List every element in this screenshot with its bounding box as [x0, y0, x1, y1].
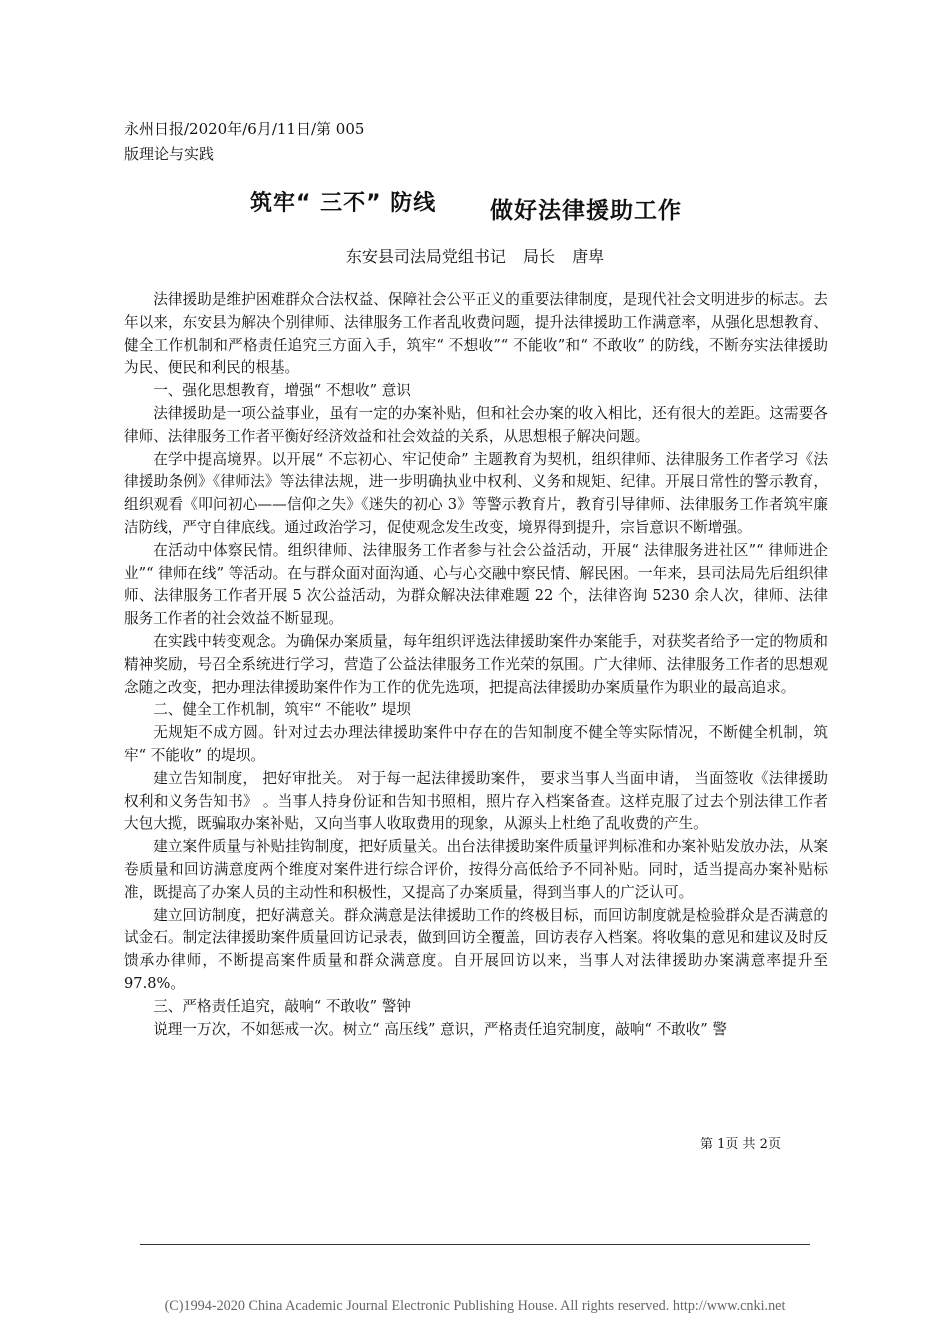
source-citation — [124, 117, 424, 167]
article-body — [124, 289, 828, 1041]
paragraph: 建立告知制度， 把好审批关。 对于每一起法律援助案件， 要求当事人当面申请， 当面签收《法律援助权利和义务告知书》 。当事人持身份证和告知书照相，照片存入档案备查。这样克服了过去个别法律工作者大包大揽，既骗取办案补贴，又向当事人收取费用的现象，从源头上杜绝了乱收费的产生。 — [124, 769, 828, 833]
paragraph: 在实践中转变观念。为确保办案质量，每年组织评选法律援助案件办案能手，对获奖者给予一定的物质和精神奖励，号召全系统进行学习，营造了公益法律服务工作光荣的氛围。广大律师、法律服务工作者的思想观念随之改变，把办理法律援助案件作为工作的优先选项，把提高法律援助办案质量作为职业的最高追求。 — [124, 632, 828, 696]
paragraph: 法律援助是维护困难群众合法权益、保障社会公平正义的重要法律制度，是现代社会文明进步的标志。去年以来，东安县为解决个别律师、法律服务工作者乱收费问题，提升法律援助工作满意率，从强化思想教育、健全工作机制和严格责任追究三方面入手，筑牢“ 不想收”“ 不能收”和“ 不敢收” 的防线，不断夯实法律援助为民、便民和利民的根基。 — [124, 291, 828, 377]
article-title — [0, 186, 950, 224]
section-heading: 三、严格责任追究，敲响“ 不敢收” 警钟 — [153, 997, 411, 1015]
copyright-notice: (C)1994-2020 China Academic Journal Electronic Publishing House. All rights reserved. http://www.cnki.net — [164, 1298, 786, 1314]
page-number: 第 1页 共 2页 — [700, 1137, 781, 1152]
source-line-2: 版理论与实践 — [124, 145, 215, 163]
section-heading: 二、健全工作机制，筑牢“ 不能收” 堤坝 — [153, 701, 411, 719]
title-part-2: 做好法律援助工作 — [490, 198, 682, 224]
article-author: 东安县司法局党组书记 局长 唐卑 — [345, 247, 605, 266]
footer-divider — [140, 1244, 810, 1245]
paragraph: 在活动中体察民情。组织律师、法律服务工作者参与社会公益活动，开展“ 法律服务进社区”“ 律师进企业”“ 律师在线” 等活动。在与群众面对面沟通、心与心交融中察民情、解民困。一年来，县司法局先后组织律师、法律服务工作者开展 5 次公益活动，为群众解决法律难题 22 个，法律咨询 5230 余人次，律师、法律服务工作者的社会效益不断显现。 — [124, 541, 828, 628]
paragraph: 建立回访制度，把好满意关。群众满意是法律援助工作的终极目标，而回访制度就是检验群众是否满意的试金石。制定法律援助案件质量回访记录表，做到回访全覆盖，回访表存入档案。将收集的意见和建议及时反馈承办律师，不断提高案件质量和群众满意度。自开展回访以来，当事人对法律援助办案满意率提升至 97.8%。 — [124, 906, 828, 992]
source-line-1: 永州日报/2020年/6月/11日/第 005 — [124, 120, 365, 138]
paragraph: 法律援助是一项公益事业，虽有一定的办案补贴，但和社会办案的收入相比，还有很大的差距。这需要各律师、法律服务工作者平衡好经济效益和社会效益的关系，从思想根子解决问题。 — [124, 404, 828, 445]
paragraph: 无规矩不成方圆。针对过去办理法律援助案件中存在的告知制度不健全等实际情况，不断健全机制，筑牢“ 不能收” 的堤坝。 — [124, 724, 828, 764]
paragraph: 说理一万次，不如惩戒一次。树立“ 高压线” 意识，严格责任追究制度，敲响“ 不敢收” 警 — [153, 1020, 727, 1038]
paragraph: 在学中提高境界。以开展“ 不忘初心、牢记使命” 主题教育为契机，组织律师、法律服务工作者学习《法律援助条例》《律师法》等法律法规，进一步明确执业中权利、义务和规矩、纪律。开展日常性的警示教育，组织观看《叩问初心——信仰之失》《迷失的初心 3》等警示教育片，教育引导律师、法律服务工作者筑牢廉洁防线，严守自律底线。通过政治学习，促使观念发生改变，境界得到提升，宗旨意识不断增强。 — [124, 450, 828, 536]
title-part-1: 筑牢“ 三不” 防线 — [250, 191, 437, 216]
paragraph: 建立案件质量与补贴挂钩制度，把好质量关。出台法律援助案件质量评判标准和办案补贴发放办法，从案卷质量和回访满意度两个维度对案件进行综合评价，按得分高低给予不同补贴。同时，适当提高办案补贴标准，既提高了办案人员的主动性和积极性，又提高了办案质量，得到当事人的广泛认可。 — [124, 838, 828, 901]
section-heading: 一、强化思想教育，增强“ 不想收” 意识 — [153, 382, 411, 400]
